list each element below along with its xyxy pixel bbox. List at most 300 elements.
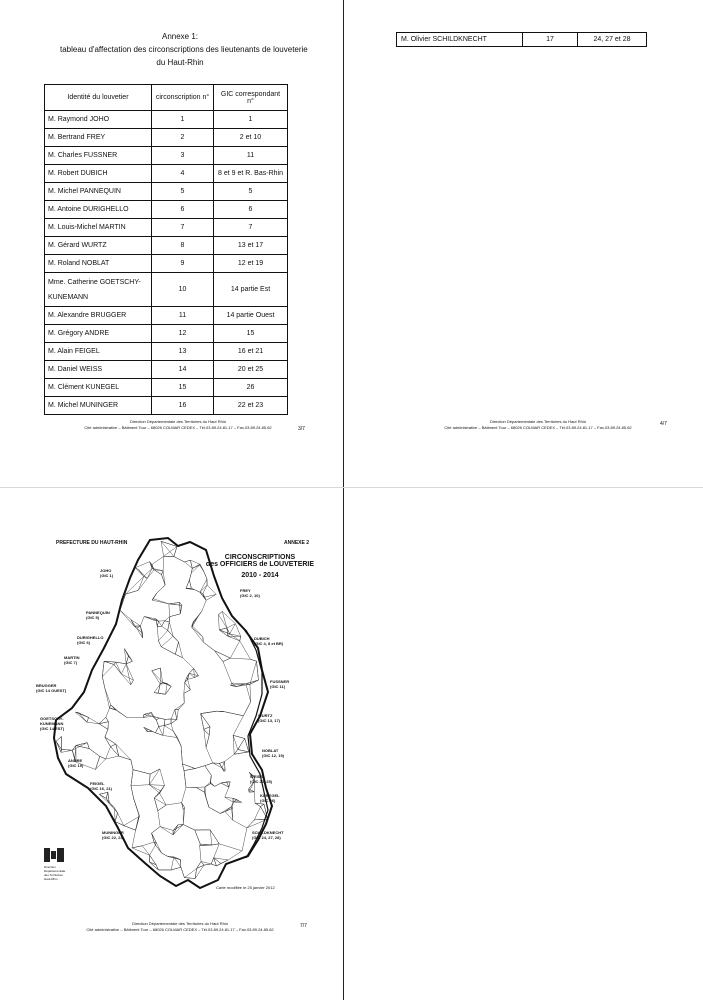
map-title-line1: CIRCONSCRIPTIONS bbox=[224, 554, 296, 561]
district-boundary bbox=[186, 580, 189, 589]
map-label-fussner-gic: (GIC 11) bbox=[270, 684, 286, 689]
district-boundary bbox=[99, 724, 108, 730]
district-boundary bbox=[144, 617, 147, 618]
circonscription-number: 1 bbox=[152, 111, 214, 129]
map-label-wurtz-name: WURTZ bbox=[258, 713, 273, 718]
district-boundary bbox=[114, 662, 116, 664]
map-label-martin-name: MARTIN bbox=[64, 655, 80, 660]
district-boundary bbox=[260, 804, 264, 806]
map-label-weiss-gic: (GIC 20, 25) bbox=[250, 779, 273, 784]
district-boundary bbox=[132, 830, 136, 848]
district-boundary bbox=[106, 792, 108, 798]
gic-number: 22 et 23 bbox=[214, 397, 288, 415]
district-boundary bbox=[126, 664, 133, 680]
district-boundary bbox=[106, 747, 111, 759]
circonscription-number: 16 bbox=[152, 397, 214, 415]
district-boundary bbox=[183, 825, 195, 830]
district-boundary bbox=[164, 719, 165, 725]
assignment-table bbox=[44, 84, 288, 415]
district-boundary bbox=[205, 782, 210, 787]
map-label-frey-name: FREY bbox=[240, 588, 251, 593]
district-boundary bbox=[228, 634, 230, 636]
page2-number: 4/7 bbox=[660, 421, 667, 427]
gic-number: 20 et 25 bbox=[214, 361, 288, 379]
republic-logo-icon bbox=[44, 848, 64, 864]
annex-1-title-line2: tableau d'affectation des circonscriptions des lieutenants de louveterie bbox=[60, 45, 308, 54]
district-boundary bbox=[126, 661, 132, 664]
district-boundary bbox=[183, 658, 194, 669]
district-boundary bbox=[232, 683, 246, 684]
district-boundary bbox=[225, 787, 229, 797]
district-boundary bbox=[140, 617, 144, 626]
district-boundary bbox=[152, 600, 169, 604]
district-boundary bbox=[200, 579, 207, 592]
page-annexe-2-map bbox=[0, 488, 343, 1000]
header-gic: GIC correspondant n° bbox=[214, 85, 288, 111]
district-boundary bbox=[218, 615, 226, 628]
map-label-andre bbox=[68, 758, 83, 768]
district-boundary bbox=[105, 729, 108, 737]
district-boundary bbox=[195, 766, 205, 769]
district-boundary bbox=[175, 642, 178, 654]
map-title-line2: des OFFICIERS de LOUVETERIE bbox=[205, 561, 315, 568]
map-label-frey bbox=[240, 588, 260, 598]
page1-footer-line2: Cité administrative – Bâtiment Tour – 68026 COLMAR CEDEX – Tél.03.89.24.81.17 – Fax.03.89.24.85.62 bbox=[84, 425, 272, 430]
district-boundary bbox=[238, 749, 249, 751]
district-boundary bbox=[149, 774, 150, 785]
map-label-joho-gic: (GIC 1) bbox=[100, 573, 114, 578]
district-boundary bbox=[175, 710, 177, 720]
map-label-goetschy-name: GOETSCHY- bbox=[40, 716, 64, 721]
district-boundary bbox=[219, 844, 242, 851]
table-row bbox=[45, 255, 288, 273]
district-boundary bbox=[144, 568, 152, 576]
district-boundary bbox=[203, 642, 214, 650]
district-boundary bbox=[233, 798, 239, 801]
gic-number: 5 bbox=[214, 183, 288, 201]
map-label-muninger bbox=[102, 830, 124, 840]
district-boundary bbox=[161, 636, 173, 647]
map-label-pannequin-gic: (GIC 5) bbox=[86, 615, 100, 620]
district-boundary bbox=[158, 693, 165, 694]
page2-footer-line1: Direction Départementale des Territoires du Haut Rhin bbox=[490, 419, 586, 424]
map-label-durighello-gic: (GIC 6) bbox=[77, 640, 91, 645]
map-districts bbox=[56, 541, 267, 878]
district-boundary bbox=[134, 798, 139, 814]
district-boundary bbox=[114, 808, 117, 813]
district-boundary bbox=[162, 571, 164, 575]
district-boundary bbox=[115, 813, 118, 821]
map-label-wurtz bbox=[258, 713, 280, 723]
louvetier-name: M. Charles FUSSNER bbox=[45, 147, 152, 165]
district-boundary bbox=[201, 711, 217, 713]
map-label-wurtz-gic: (GIC 13, 17) bbox=[258, 718, 281, 723]
district-boundary bbox=[105, 688, 111, 705]
district-boundary bbox=[132, 846, 142, 848]
map-label-joho-name: JOHO bbox=[100, 568, 112, 573]
district-boundary bbox=[211, 858, 213, 864]
district-boundary bbox=[136, 815, 140, 830]
district-boundary bbox=[162, 853, 168, 856]
district-boundary bbox=[179, 642, 183, 658]
map-label-fussner bbox=[270, 679, 289, 689]
circonscription-number: 11 bbox=[152, 307, 214, 325]
map-label-goetschy-gic: (GIC 14 EST) bbox=[40, 726, 65, 731]
district-boundary bbox=[158, 811, 160, 827]
district-boundary bbox=[131, 786, 134, 799]
district-boundary bbox=[152, 731, 155, 732]
gic-number: 16 et 21 bbox=[214, 343, 288, 361]
page2-footer-line2: Cité administrative – Bâtiment Tour – 68026 COLMAR CEDEX – Tél.03.89.24.81.17 – Fax.03.89.24.85.62 bbox=[444, 425, 632, 430]
circonscription-number: 6 bbox=[152, 201, 214, 219]
district-boundary bbox=[169, 602, 180, 603]
district-boundary bbox=[163, 725, 164, 735]
district-boundary bbox=[218, 612, 222, 615]
district-boundary bbox=[150, 845, 156, 855]
district-boundary bbox=[254, 792, 255, 803]
district-boundary bbox=[164, 724, 171, 726]
louvetier-name: M. Daniel WEISS bbox=[45, 361, 152, 379]
map-label-noblat-name: NOBLAT bbox=[262, 748, 279, 753]
gic-number: 14 partie Ouest bbox=[214, 307, 288, 325]
map-label-schildknecht-gic: (GIC 24, 27, 28) bbox=[252, 835, 281, 840]
louvetier-name: M. Olivier SCHILDKNECHT bbox=[397, 33, 523, 47]
district-boundary bbox=[75, 712, 86, 722]
district-boundary bbox=[174, 546, 177, 556]
district-boundary bbox=[102, 677, 104, 688]
page1-number: 3/7 bbox=[298, 426, 305, 432]
district-boundary bbox=[158, 641, 161, 647]
district-boundary bbox=[155, 845, 161, 853]
table-row bbox=[45, 343, 288, 361]
circonscription-number: 5 bbox=[152, 183, 214, 201]
gic-number: 6 bbox=[214, 201, 288, 219]
circonscription-number: 13 bbox=[152, 343, 214, 361]
district-boundary bbox=[153, 619, 156, 620]
district-boundary bbox=[106, 708, 110, 717]
district-boundary bbox=[105, 737, 116, 744]
district-boundary bbox=[160, 769, 165, 785]
district-boundary bbox=[180, 602, 181, 613]
district-boundary bbox=[204, 864, 211, 865]
page2-footer bbox=[438, 419, 638, 431]
district-boundary bbox=[131, 680, 134, 685]
district-boundary bbox=[189, 580, 191, 588]
table-row bbox=[397, 33, 647, 47]
district-boundary bbox=[159, 725, 165, 726]
louvetier-name-line1: Mme. Catherine GOETSCHY- bbox=[48, 278, 141, 286]
district-boundary bbox=[106, 798, 114, 807]
district-boundary bbox=[238, 738, 245, 749]
district-boundary bbox=[131, 770, 133, 786]
table-row bbox=[45, 183, 288, 201]
district-boundary bbox=[224, 762, 225, 771]
district-boundary bbox=[182, 764, 195, 769]
gic-number: 2 et 10 bbox=[214, 129, 288, 147]
ddt-logo-text-1: Direction bbox=[44, 865, 56, 869]
district-boundary bbox=[126, 656, 128, 664]
district-boundary bbox=[219, 628, 227, 630]
map-label-kunegel-name: KUNEGEL bbox=[260, 793, 280, 798]
district-boundary bbox=[194, 668, 195, 677]
district-boundary bbox=[158, 630, 167, 640]
district-boundary bbox=[105, 688, 110, 708]
gic-number: 26 bbox=[214, 379, 288, 397]
district-boundary bbox=[177, 710, 178, 720]
district-boundary bbox=[89, 749, 100, 757]
district-boundary bbox=[155, 843, 156, 845]
circonscription-number: 7 bbox=[152, 219, 214, 237]
district-boundary bbox=[230, 658, 250, 659]
map-label-feigel-gic: (GIC 16, 21) bbox=[90, 786, 113, 791]
district-boundary bbox=[195, 830, 201, 844]
district-boundary bbox=[171, 857, 174, 870]
page1-footer bbox=[78, 419, 278, 431]
district-boundary bbox=[202, 600, 206, 611]
district-boundary bbox=[205, 792, 209, 807]
district-boundary bbox=[76, 746, 89, 749]
district-boundary bbox=[162, 626, 168, 630]
district-boundary bbox=[87, 743, 89, 749]
district-boundary bbox=[168, 622, 170, 630]
district-boundary bbox=[207, 585, 216, 594]
district-boundary bbox=[79, 713, 87, 722]
circonscription-number: 2 bbox=[152, 129, 214, 147]
map-label-brugger-gic: (GIC 14 OUEST) bbox=[36, 688, 67, 693]
table-row bbox=[45, 111, 288, 129]
page3-number: 7/7 bbox=[300, 923, 307, 929]
district-boundary bbox=[152, 671, 163, 683]
district-boundary bbox=[165, 621, 170, 622]
district-boundary bbox=[224, 754, 234, 761]
annex-1-title-line1: Annexe 1: bbox=[161, 32, 199, 41]
district-boundary bbox=[76, 743, 87, 746]
table-row bbox=[45, 273, 288, 307]
district-boundary bbox=[161, 785, 165, 791]
table-row bbox=[45, 307, 288, 325]
district-boundary bbox=[182, 787, 186, 802]
district-boundary bbox=[234, 752, 249, 754]
page3-footer-line1: Direction Départementale des Territoires du Haut Rhin bbox=[132, 921, 228, 926]
district-boundary bbox=[153, 599, 169, 604]
circonscription-number: 4 bbox=[152, 165, 214, 183]
district-boundary bbox=[194, 676, 198, 678]
district-boundary bbox=[229, 782, 230, 787]
map-label-muninger-name: MUNINGER bbox=[102, 830, 124, 835]
district-boundary bbox=[192, 628, 203, 637]
table-row bbox=[45, 361, 288, 379]
district-boundary bbox=[184, 690, 190, 693]
district-boundary bbox=[135, 568, 144, 577]
map-label-andre-gic: (GIC 15) bbox=[68, 763, 84, 768]
district-boundary bbox=[205, 766, 212, 776]
louvetier-name: M. Clément KUNEGEL bbox=[45, 379, 152, 397]
district-boundary bbox=[161, 541, 164, 556]
district-boundary bbox=[109, 804, 117, 813]
district-boundary bbox=[166, 803, 181, 805]
district-boundary bbox=[109, 804, 114, 808]
page3-footer bbox=[80, 921, 280, 933]
district-boundary bbox=[219, 630, 228, 636]
district-boundary bbox=[118, 813, 124, 826]
table-row bbox=[45, 219, 288, 237]
district-boundary bbox=[61, 750, 72, 752]
ddt-logo-text-3: des Territoires bbox=[44, 873, 63, 877]
district-boundary bbox=[162, 621, 165, 626]
district-boundary bbox=[160, 827, 173, 835]
district-boundary bbox=[206, 735, 209, 747]
district-boundary bbox=[188, 678, 195, 680]
table-row bbox=[45, 201, 288, 219]
table-row bbox=[45, 397, 288, 415]
district-boundary bbox=[204, 727, 210, 730]
district-boundary bbox=[169, 604, 170, 617]
header-circonscription: circonscription n° bbox=[152, 85, 214, 111]
district-boundary bbox=[247, 820, 254, 828]
district-boundary bbox=[149, 785, 159, 794]
district-boundary bbox=[246, 684, 250, 685]
district-boundary bbox=[121, 674, 133, 680]
district-boundary bbox=[126, 664, 131, 685]
district-boundary bbox=[184, 683, 185, 694]
assignment-table-header bbox=[45, 85, 288, 111]
page3-footer-line2: Cité administrative – Bâtiment Tour – 68026 COLMAR CEDEX – Tél.03.89.24.81.17 – Fax.03.89.24.85.62 bbox=[86, 927, 274, 932]
table-row bbox=[45, 379, 288, 397]
district-boundary bbox=[200, 846, 201, 862]
map-label-schildknecht-name: SCHILDKNECHT bbox=[252, 830, 284, 835]
district-boundary bbox=[120, 610, 131, 619]
district-boundary bbox=[210, 782, 214, 786]
district-boundary bbox=[194, 590, 200, 593]
district-boundary bbox=[185, 560, 191, 562]
district-boundary bbox=[223, 662, 232, 684]
district-boundary bbox=[120, 610, 134, 626]
district-boundary bbox=[200, 564, 204, 571]
page-annexe-1 bbox=[0, 0, 343, 487]
header-identity: Identité du louvetier bbox=[45, 85, 152, 111]
district-boundary bbox=[170, 614, 181, 617]
district-boundary bbox=[100, 756, 106, 759]
louvetier-name: M. Robert DUBICH bbox=[45, 165, 152, 183]
louvetier-name bbox=[45, 273, 152, 307]
district-boundary bbox=[233, 716, 243, 736]
district-boundary bbox=[155, 727, 158, 733]
page-annexe-1-continued bbox=[344, 0, 703, 487]
gic-number: 24, 27 et 28 bbox=[578, 33, 647, 47]
map-label-durighello-name: DURIGHELLO bbox=[77, 635, 104, 640]
district-boundary bbox=[171, 719, 177, 723]
district-boundary bbox=[157, 626, 158, 640]
district-boundary bbox=[106, 717, 109, 721]
district-boundary bbox=[133, 770, 150, 774]
district-boundary bbox=[149, 785, 160, 791]
map-label-goetschy-name-2: KUNEMANN bbox=[40, 721, 64, 726]
louvetier-name: M. Antoine DURIGHELLO bbox=[45, 201, 152, 219]
district-boundary bbox=[163, 571, 165, 585]
district-boundary bbox=[156, 843, 161, 853]
district-boundary bbox=[204, 729, 206, 747]
prefecture-heading: PREFECTURE DU HAUT-RHIN bbox=[56, 540, 128, 546]
ddt-logo-text bbox=[44, 865, 65, 881]
district-boundary bbox=[154, 791, 160, 798]
district-boundary bbox=[242, 828, 247, 851]
district-boundary bbox=[116, 710, 127, 718]
map-label-martin bbox=[64, 655, 80, 665]
district-boundary bbox=[164, 546, 177, 556]
district-boundary bbox=[102, 665, 114, 677]
assignment-table-continued bbox=[396, 32, 647, 47]
map-label-joho bbox=[100, 568, 113, 578]
map-title-line3: 2010 - 2014 bbox=[241, 572, 279, 579]
page1-footer-line1: Direction Départementale des Territoires du Haut Rhin bbox=[130, 419, 226, 424]
district-boundary bbox=[102, 661, 104, 676]
district-boundary bbox=[185, 677, 187, 682]
gic-number: 1 bbox=[214, 111, 288, 129]
district-boundary bbox=[124, 826, 136, 831]
table-row bbox=[45, 325, 288, 343]
map-label-durighello bbox=[77, 635, 103, 645]
district-boundary bbox=[189, 668, 193, 673]
district-boundary bbox=[108, 792, 110, 803]
district-boundary bbox=[250, 659, 256, 661]
map-label-muninger-gic: (GIC 22, 23) bbox=[102, 835, 125, 840]
map-label-brugger bbox=[36, 683, 66, 693]
district-boundary bbox=[233, 820, 247, 828]
louvetier-name: M. Bertrand FREY bbox=[45, 129, 152, 147]
louvetier-name: M. Michel PANNEQUIN bbox=[45, 183, 152, 201]
district-boundary bbox=[214, 651, 230, 658]
district-boundary bbox=[158, 805, 166, 811]
circonscription-number: 17 bbox=[523, 33, 578, 47]
district-boundary bbox=[192, 564, 200, 568]
map-label-noblat-gic: (GIC 12, 19) bbox=[262, 753, 285, 758]
district-boundary bbox=[159, 621, 162, 626]
district-boundary bbox=[189, 573, 191, 580]
district-boundary bbox=[180, 605, 182, 613]
district-boundary bbox=[142, 842, 154, 846]
district-boundary bbox=[233, 735, 245, 738]
district-boundary bbox=[204, 594, 216, 597]
circonscription-number: 3 bbox=[152, 147, 214, 165]
gic-number: 15 bbox=[214, 325, 288, 343]
district-boundary bbox=[160, 827, 173, 831]
district-boundary bbox=[110, 705, 111, 708]
district-boundary bbox=[221, 783, 229, 787]
circonscription-number: 9 bbox=[152, 255, 214, 273]
ddt-logo-text-2: Départementale bbox=[44, 869, 66, 873]
district-boundary bbox=[222, 612, 227, 628]
district-boundary bbox=[178, 703, 184, 709]
map-label-weiss-name: WEISS bbox=[250, 774, 263, 779]
district-boundary bbox=[121, 674, 130, 685]
district-boundary bbox=[209, 807, 220, 813]
district-boundary bbox=[79, 713, 89, 718]
district-boundary bbox=[138, 576, 144, 590]
district-boundary bbox=[231, 683, 232, 685]
district-boundary bbox=[106, 756, 119, 759]
district-boundary bbox=[175, 703, 184, 710]
louvetier-name: M. Alain FEIGEL bbox=[45, 343, 152, 361]
district-boundary bbox=[163, 735, 178, 737]
district-boundary bbox=[243, 702, 250, 716]
map-label-noblat bbox=[262, 748, 284, 758]
district-boundary bbox=[157, 585, 165, 593]
district-boundary bbox=[200, 585, 207, 592]
district-boundary bbox=[230, 641, 239, 658]
district-boundary bbox=[205, 763, 213, 766]
district-boundary bbox=[204, 572, 207, 579]
louvetier-name: M. Roland NOBLAT bbox=[45, 255, 152, 273]
